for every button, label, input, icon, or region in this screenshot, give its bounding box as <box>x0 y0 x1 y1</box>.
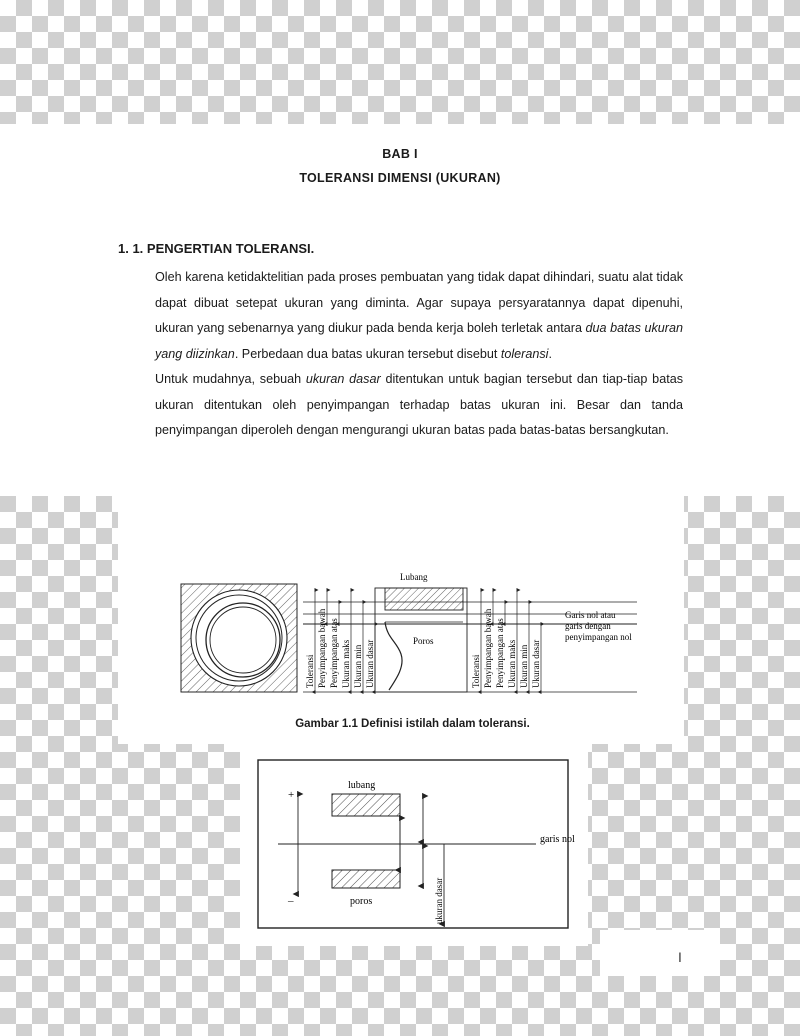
figure-1-1-drawing <box>175 492 650 704</box>
figure-2-drawing <box>248 752 578 938</box>
fig1-label-toleransi-left: Toleransi <box>305 654 315 688</box>
document-title <box>0 142 800 190</box>
fig1-label-ukuran-dasar-left: Ukuran dasar <box>365 639 375 688</box>
p2-part-a: Untuk mudahnya, sebuah <box>155 372 306 386</box>
fig1-label-penyimpangan-atas-right: Penyimpangan atas <box>495 618 505 688</box>
p1-emphasis-1: dua batas ukuran yang diizinkan <box>155 321 683 361</box>
page-number: l <box>678 950 682 965</box>
fig1-label-ukuran-maks-right: Ukuran maks <box>507 639 517 688</box>
p1-emphasis-2: toleransi <box>500 346 549 361</box>
fig1-note-line-3: penyimpangan nol <box>565 632 632 642</box>
p1-part-a: Oleh karena ketidaktelitian pada proses pembuatan yang tidak dapat dihindari, suatu alat tidak dapat dibuat setepat ukuran yang diminta. Agar supaya persyaratannya dapat dipenuhi, ukuran yang sebenarnya yang diukur pada benda kerja boleh terletak antara <box>155 270 683 335</box>
fig2-label-lubang: lubang <box>348 780 376 791</box>
fig1-label-ukuran-dasar-right: Ukuran dasar <box>531 639 541 688</box>
title-line-1: BAB I <box>382 147 418 161</box>
fig1-label-penyimpangan-bawah-right: Penyimpangan bawah <box>483 608 493 688</box>
figure-1-1-caption: Gambar 1.1 Definisi istilah dalam toleransi. <box>295 718 530 730</box>
p2-part-c: ditentukan untuk bagian tersebut dan tiap-tiap batas ukuran ditentukan oleh penyimpangan terhadap batas ukuran ini. Besar dan tanda penyimpangan diperoleh dengan mengurangi ukuran batas pada batas-batas bersangkutan. <box>155 372 683 437</box>
fig1-label-penyimpangan-bawah-left: Penyimpangan bawah <box>317 608 327 688</box>
fig1-label-toleransi-right: Toleransi <box>471 654 481 688</box>
paragraph-2 <box>155 367 683 444</box>
section-heading: 1. 1. PENGERTIAN TOLERANSI. <box>118 241 315 256</box>
fig1-note-line-1: Garis nol atau <box>565 610 616 620</box>
fig1-label-lubang: Lubang <box>400 572 428 582</box>
figure-2 <box>248 752 578 938</box>
fig1-label-poros: Poros <box>413 636 434 646</box>
fig2-label-plus: + <box>288 789 295 801</box>
fig1-label-ukuran-min-right: Ukuran min <box>519 644 529 688</box>
fig2-label-ukuran-dasar: ukuran dasar <box>434 877 444 924</box>
fig1-label-ukuran-min-left: Ukuran min <box>353 644 363 688</box>
fig2-label-minus: _ <box>288 891 294 903</box>
fig1-label-penyimpangan-atas-left: Penyimpangan atas <box>329 618 339 688</box>
figure-1-1 <box>175 492 650 704</box>
fig1-label-ukuran-maks-left: Ukuran maks <box>341 639 351 688</box>
fig2-label-garis-nol: garis nol <box>540 834 575 845</box>
body-text <box>155 265 683 444</box>
fig1-note-line-2: garis dengan <box>565 621 611 631</box>
p1-part-e: . <box>548 346 552 361</box>
title-line-2: TOLERANSI DIMENSI (UKURAN) <box>299 171 501 185</box>
paragraph-1 <box>155 265 683 367</box>
fig2-label-poros: poros <box>350 896 373 907</box>
p2-emphasis-1: ukuran dasar <box>305 372 381 386</box>
p1-part-c: . Perbedaan dua batas ukuran tersebut disebut <box>234 346 501 361</box>
